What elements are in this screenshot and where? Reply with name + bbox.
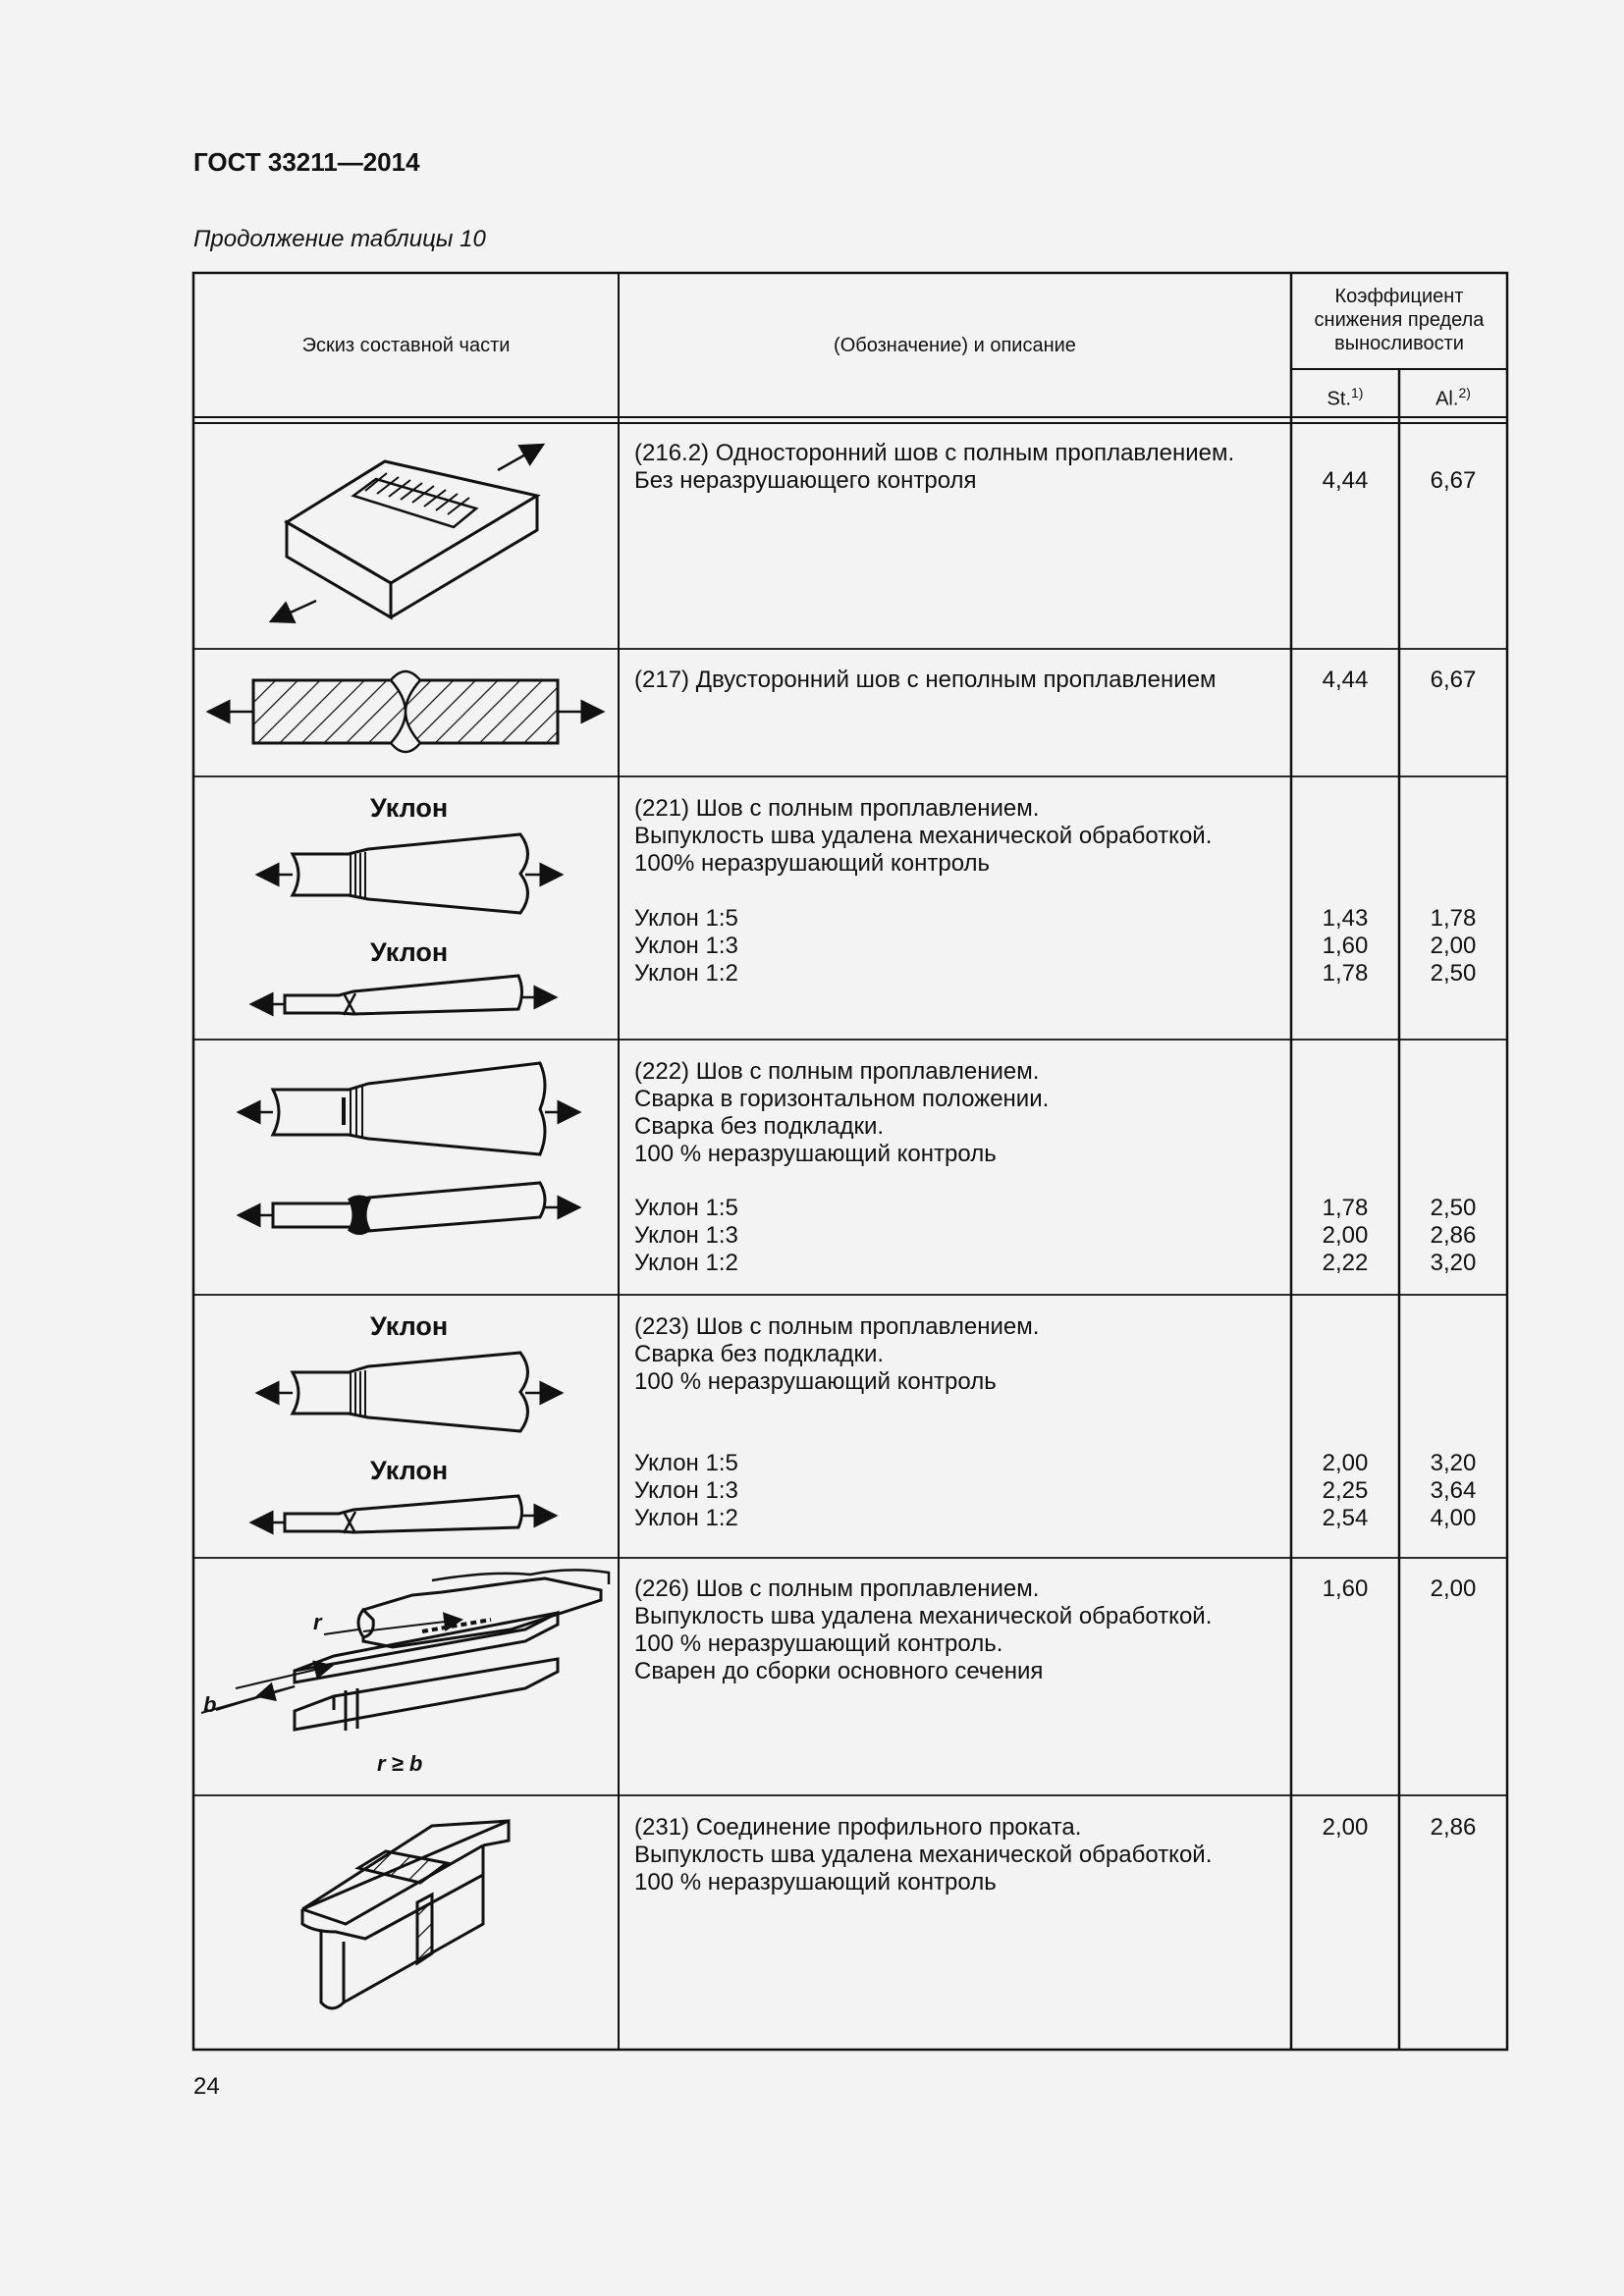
st-values: 2,00 2,25 2,54 (1322, 1450, 1369, 1531)
row-slopes: Уклон 1:5 Уклон 1:3 Уклон 1:2 (634, 1450, 738, 1531)
slope-label: Уклон (370, 1456, 449, 1485)
al-values: 3,20 3,64 4,00 (1430, 1450, 1477, 1531)
sketch-222 (239, 1063, 579, 1234)
al-footnote-ref: 2) (1458, 385, 1471, 400)
row-description: (223) Шов с полным проплавлением. Сварка без подкладки. 100 % неразрушающий контроль (634, 1313, 1040, 1395)
row-description: (217) Двусторонний шов с неполным проплавлением (634, 667, 1217, 693)
dim-r-label: r (313, 1610, 322, 1634)
st-value: 4,44 (1322, 667, 1369, 693)
header-description: (Обозначение) и описание (834, 335, 1076, 356)
row-description: (231) Соединение профильного проката. Выпуклость шва удалена механической обработкой. 100 % неразрушающий контроль (634, 1814, 1213, 1896)
sketch-231 (302, 1821, 509, 2008)
header-coefficient: Коэффициент снижения предела выносливости (1314, 286, 1485, 354)
slope-label: Уклон (370, 937, 449, 967)
st-values: 1,43 1,60 1,78 (1322, 905, 1369, 987)
table-caption: Продолжение таблицы 10 (193, 226, 486, 252)
st-value: 1,60 (1322, 1575, 1369, 1602)
condition-label: r ≥ b (377, 1751, 423, 1776)
al-values: 1,78 2,00 2,50 (1430, 905, 1477, 987)
st-value: 4,44 (1322, 467, 1369, 494)
page-number: 24 (193, 2073, 220, 2100)
sketch-223 (251, 1353, 562, 1533)
sketch-221 (251, 834, 562, 1015)
dim-b-label: b (203, 1692, 217, 1717)
al-value: 6,67 (1430, 467, 1477, 494)
al-value: 2,86 (1430, 1814, 1477, 1841)
sketch-216-2 (271, 445, 543, 621)
st-values: 1,78 2,00 2,22 (1322, 1195, 1369, 1276)
al-value: 2,00 (1430, 1575, 1477, 1602)
row-slopes: Уклон 1:5 Уклон 1:3 Уклон 1:2 (634, 1195, 738, 1276)
sketch-226 (201, 1570, 609, 1731)
al-value: 6,67 (1430, 667, 1477, 693)
al-values: 2,50 2,86 3,20 (1430, 1195, 1477, 1276)
row-description: (216.2) Односторонний шов с полным проплавлением. Без неразрушающего контроля (634, 440, 1235, 494)
st-footnote-ref: 1) (1351, 385, 1364, 400)
header-st: St.$^{1)}$ (1326, 385, 1364, 410)
header-sketch: Эскиз составной части (301, 335, 511, 356)
row-description: (221) Шов с полным проплавлением. Выпуклость шва удалена механической обработкой. 100% неразрушающий контроль (634, 795, 1213, 877)
header-al: Al.$^{2)}$ (1435, 385, 1471, 410)
sketch-217 (208, 671, 603, 752)
st-value: 2,00 (1322, 1814, 1369, 1841)
document-id: ГОСТ 33211—2014 (193, 147, 420, 177)
slope-label: Уклон (370, 793, 449, 823)
row-slopes: Уклон 1:5 Уклон 1:3 Уклон 1:2 (634, 905, 738, 987)
row-description: (226) Шов с полным проплавлением. Выпуклость шва удалена механической обработкой. 100 % неразрушающий контроль. Сварен до сборки основного сечения (634, 1575, 1213, 1684)
row-description: (222) Шов с полным проплавлением. Сварка в горизонтальном положении. Сварка без подкладки. 100 % неразрушающий контроль (634, 1058, 1050, 1167)
slope-label: Уклон (370, 1311, 449, 1341)
